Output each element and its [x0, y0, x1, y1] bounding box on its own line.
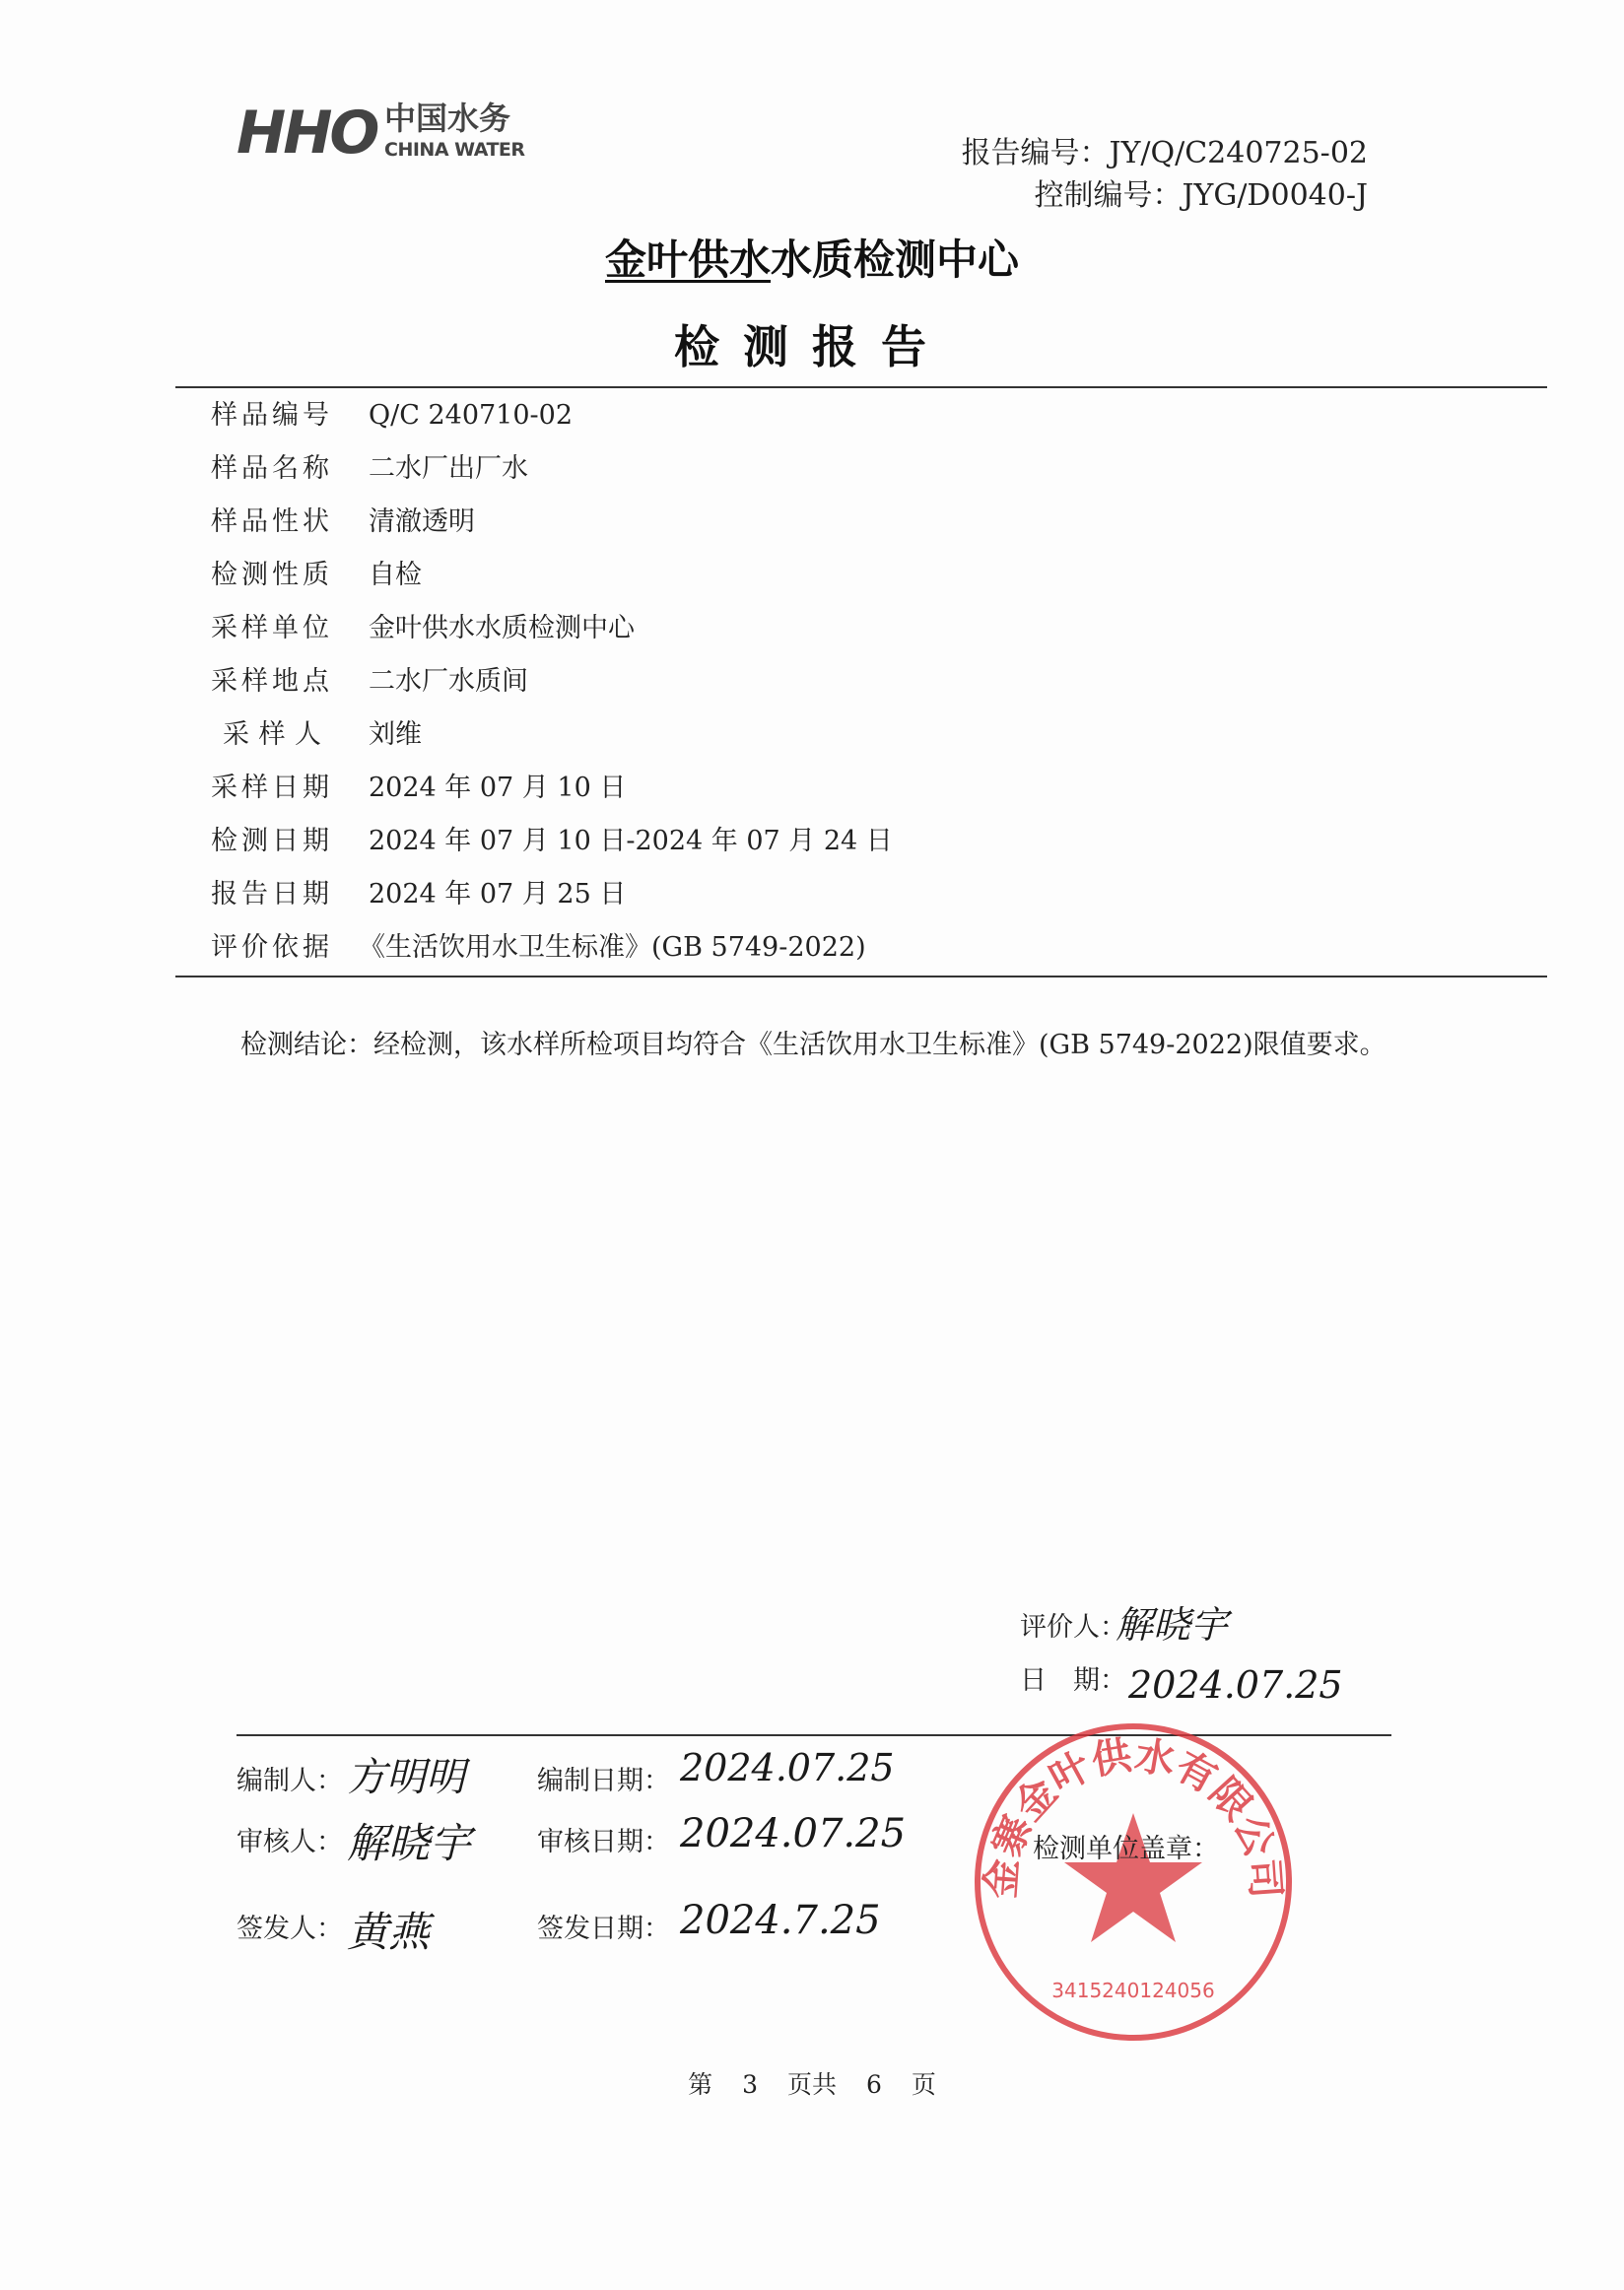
seal-number: 3415240124056: [1051, 1979, 1215, 2002]
info-label: 样品编号: [211, 400, 329, 431]
stamp-label: 检测单位盖章：: [1033, 1834, 1219, 1864]
compile-date-signature: 2024.07.25: [680, 1746, 895, 1789]
report-number: 报告编号：JY/Q/C240725-02: [961, 136, 1368, 170]
info-label: 采样日期: [211, 773, 329, 803]
info-label: 样品性状: [211, 506, 329, 537]
info-value: 刘维: [369, 719, 422, 750]
info-value: 2024 年 07 月 10 日: [369, 773, 627, 803]
organization-title-underlined: 金叶供水: [604, 236, 771, 284]
info-value: 2024 年 07 月 25 日: [369, 879, 627, 909]
info-value: 二水厂出厂水: [369, 453, 528, 484]
table-top-rule: [175, 386, 1547, 388]
logo-english: CHINA WATER: [384, 139, 525, 161]
logo-chinese: 中国水务: [384, 100, 511, 137]
info-row-sampling-unit: [211, 602, 1512, 655]
organization-title-rest: 水质检测中心: [771, 236, 1020, 284]
info-label: 评价依据: [211, 932, 329, 963]
info-value: 清澈透明: [369, 506, 475, 537]
info-row-evaluation-basis: [211, 921, 1512, 975]
info-row-report-date: [211, 868, 1512, 921]
info-label: 采样单位: [211, 613, 329, 643]
table-bottom-rule: [175, 976, 1547, 977]
info-value: Q/C 240710-02: [369, 400, 574, 431]
document-title: 检测报告: [674, 320, 950, 373]
info-row-sampler: [211, 708, 1512, 762]
compiler-label: 编制人：: [237, 1766, 343, 1796]
control-number: 控制编号：JYG/D0040-J: [1034, 178, 1368, 213]
info-value: 二水厂水质间: [369, 666, 528, 697]
info-label: 检测性质: [211, 560, 329, 590]
info-label: 样品名称: [211, 453, 329, 484]
info-row-sample-no: [211, 389, 1512, 442]
test-conclusion: 检测结论：经检测，该水样所检项目均符合《生活饮用水卫生标准》(GB 5749-2022)限值要求。: [240, 1030, 1387, 1060]
info-label: 报告日期: [211, 879, 329, 909]
issue-date-label: 签发日期：: [537, 1914, 670, 1944]
info-row-test-date: [211, 815, 1512, 868]
logo-mark: HHO: [237, 99, 377, 168]
issue-date-signature: 2024.7.25: [680, 1898, 881, 1943]
reviewer-signature: 解晓宇: [347, 1819, 472, 1867]
info-row-sample-name: [211, 442, 1512, 496]
page-label: 第: [688, 2070, 713, 2099]
info-row-sampling-date: [211, 762, 1512, 815]
info-value: 自检: [369, 560, 422, 590]
reviewer-label: 审核人：: [237, 1827, 343, 1857]
total-label: 页共: [786, 2070, 837, 2099]
page-footer: [0, 2065, 1624, 2105]
seal-text: 金寨金叶供水有限公司: [978, 1732, 1289, 1901]
info-value: 金叶供水水质检测中心: [369, 613, 635, 643]
info-row-test-type: [211, 549, 1512, 602]
info-row-sampling-location: [211, 655, 1512, 708]
evaluation-date-label: 日 期：: [1020, 1665, 1126, 1696]
info-value: 2024 年 07 月 10 日-2024 年 07 月 24 日: [369, 826, 893, 856]
evaluation-date-signature: 2024.07.25: [1128, 1663, 1343, 1707]
info-row-sample-appearance: [211, 496, 1512, 549]
review-date-label: 审核日期：: [537, 1827, 670, 1857]
compile-date-label: 编制日期：: [537, 1766, 670, 1796]
organization-title: [0, 233, 1624, 288]
review-date-signature: 2024.07.25: [680, 1811, 907, 1856]
page-tail: 页: [911, 2070, 936, 2099]
info-value: 《生活饮用水卫生标准》(GB 5749-2022): [359, 932, 866, 963]
issuer-signature: 黄燕: [347, 1908, 431, 1956]
issuer-label: 签发人：: [237, 1914, 343, 1944]
compiler-signature: 方明明: [347, 1755, 465, 1800]
info-label: 检测日期: [211, 826, 329, 856]
info-label: 采样地点: [211, 666, 329, 697]
evaluator-label: 评价人：: [1020, 1612, 1126, 1643]
company-seal: [971, 1719, 1296, 2045]
evaluator-signature: 解晓宇: [1116, 1603, 1229, 1647]
page-number: 3: [742, 2070, 759, 2099]
info-label: 采样人: [223, 719, 321, 750]
total-pages: 6: [865, 2070, 882, 2099]
company-logo: [237, 99, 532, 168]
